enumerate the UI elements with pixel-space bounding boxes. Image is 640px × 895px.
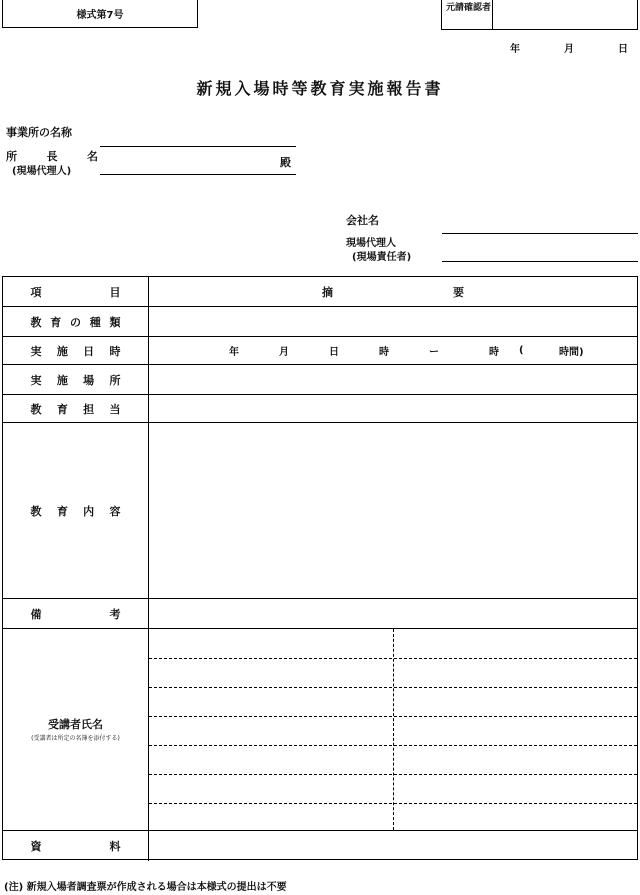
label-char: 日 [83,344,95,358]
supervisor-sub-label: (現場責任者) [352,252,412,263]
dt-paren: ( [519,345,524,356]
notes-field[interactable] [149,599,637,628]
datetime-label [3,337,149,364]
office-name-label: 事業所の名称 [6,126,72,139]
notes-row [3,599,637,629]
training-kind-label [3,307,149,336]
label-char: 場 [83,373,95,387]
contractor-label: 元請確認者 [446,3,492,13]
label-char: 実 [30,373,42,387]
label-char: 容 [109,504,121,518]
label-char: 当 [109,402,121,416]
lecturer-label [3,395,149,422]
place-field[interactable] [149,365,637,394]
deputy-label: (現場代理人) [12,166,72,177]
company-name-line[interactable] [442,233,638,234]
label-char: 実 [30,344,42,358]
chief-label-a: 所 [6,150,17,163]
supervisor-label: 現場代理人 [346,238,396,249]
trainee-name-grid[interactable] [149,629,637,830]
label-char: 育 [56,504,68,518]
label-char: 担 [83,402,95,416]
grid-dash-divider [393,629,394,830]
form-number-box [2,0,198,28]
materials-field[interactable] [149,831,637,861]
label-char: 育 [56,402,68,416]
addressee-line[interactable] [100,146,296,147]
chief-label-b: 長 [46,150,58,163]
dt-year: 年 [229,347,239,358]
label-char: 種 [89,315,101,329]
label-char: 内 [83,504,95,518]
summary-header-b: 要 [453,285,464,299]
training-kind-row [3,307,637,337]
place-row [3,365,637,395]
trainee-label-cell [3,629,149,830]
label-char: 教 [30,504,42,518]
dt-dash: ー [429,347,439,358]
summary-header-a: 摘 [322,285,333,299]
dt-month: 月 [279,347,289,358]
materials-row [3,831,637,861]
chief-label-c: 名 [87,150,98,163]
footnote: (注) 新規入場者調査票が作成される場合は本様式の提出は不要 [4,882,287,893]
report-table [2,276,638,860]
contractor-divider [492,0,493,29]
label-char: 考 [109,607,121,621]
honorific: 殿 [280,156,291,169]
dt-hour-to: 時 [489,347,499,358]
date-day: 日 [618,44,628,55]
trainee-row [3,629,637,831]
trainee-note: (受講者は所定の名簿を添付する) [31,735,120,742]
contractor-confirmation-box [441,0,638,30]
label-char: 施 [56,373,68,387]
label-char: 時 [109,344,121,358]
materials-label [3,831,149,861]
lecturer-field[interactable] [149,395,637,422]
table-header-row [3,277,637,307]
item-header [3,277,149,306]
training-kind-field[interactable] [149,307,637,336]
label-char: の [70,315,81,329]
label-char: 施 [56,344,68,358]
content-field[interactable] [149,423,637,598]
content-row [3,423,637,599]
label-char: 所 [109,373,121,387]
summary-header [149,277,637,306]
label-char: 備 [30,607,42,621]
dt-duration: 時間) [559,347,584,358]
label-char: 教 [30,315,42,329]
content-label [3,423,149,598]
label-char: 料 [109,840,121,853]
item-header-a: 項 [30,285,42,299]
form-number: 様式第7号 [76,10,124,21]
label-char: 育 [50,315,62,329]
place-label [3,365,149,394]
document-title: 新規入場時等教育実施報告書 [196,79,444,98]
datetime-row [3,337,637,365]
label-char: 類 [109,315,121,329]
dt-day: 日 [329,347,339,358]
date-month: 月 [564,44,574,55]
dt-hour-from: 時 [379,347,389,358]
label-char: 教 [30,402,42,416]
addressee-line[interactable] [100,174,296,175]
date-year: 年 [510,44,520,55]
label-char: 資 [30,840,42,853]
report-date [510,40,628,55]
supervisor-name-line[interactable] [442,261,638,262]
company-name-label: 会社名 [346,214,379,227]
datetime-field[interactable] [149,337,637,364]
notes-label [3,599,149,628]
lecturer-row [3,395,637,423]
item-header-b: 目 [109,285,121,299]
trainee-label: 受講者氏名 [48,718,103,731]
